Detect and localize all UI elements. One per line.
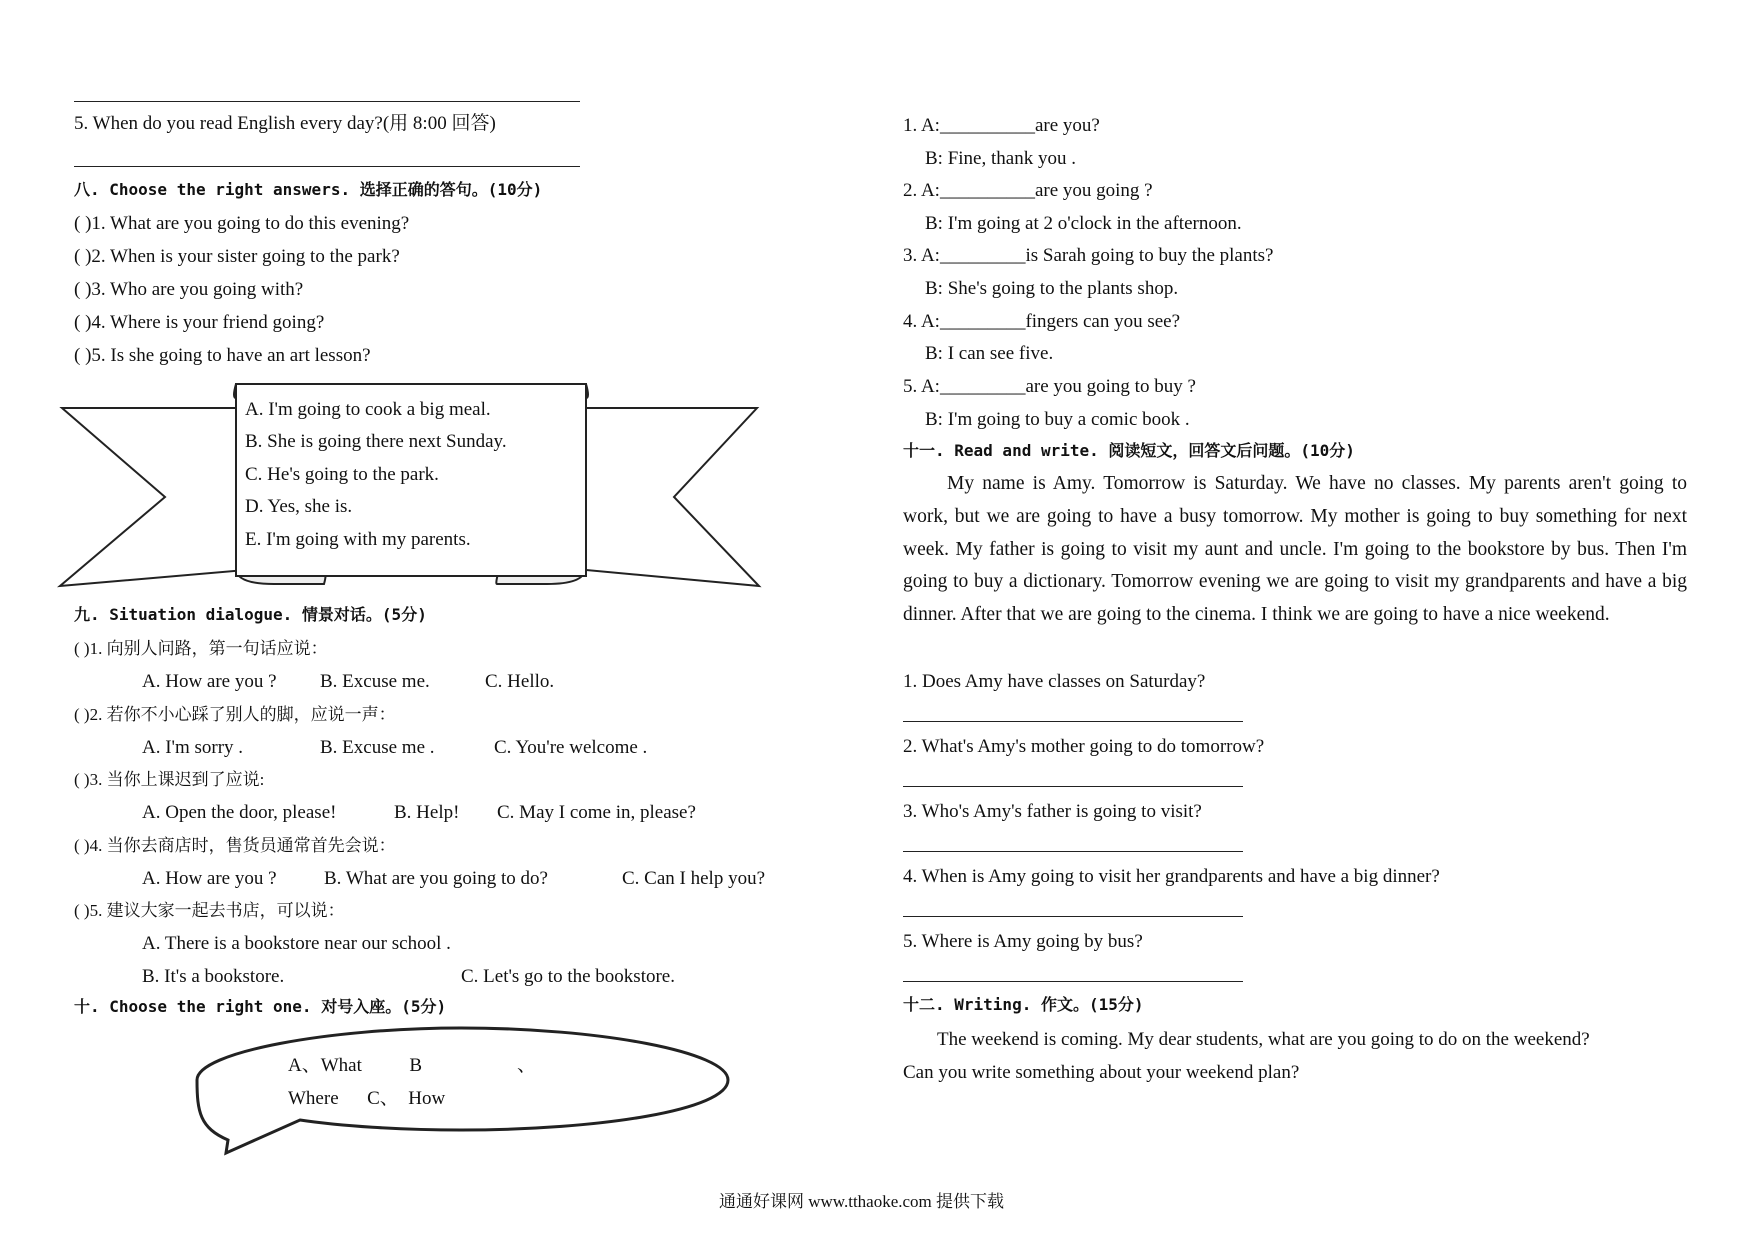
footer-text: 通通好课网 www.tthaoke.com 提供下载 [719, 1192, 1005, 1211]
option: C. May I come in, please? [497, 802, 696, 823]
option: B. What are you going to do? [324, 868, 548, 889]
dialog-line: B: I'm going at 2 o'clock in the afternoon. [925, 213, 1242, 234]
section-8-item: ( )1. What are you going to do this evening? [74, 213, 410, 234]
option: B. Help! [394, 802, 460, 823]
dialog-line: 1. A:__________are you? [903, 115, 1100, 136]
option: C. Let's go to the bookstore. [461, 966, 675, 987]
section-9-question: ( )4. 当你去商店时，售货员通常首先会说： [74, 836, 396, 855]
dialog-line: B: I can see five. [925, 343, 1054, 364]
answer-option: E. I'm going with my parents. [245, 529, 471, 550]
answer-option: C. He's going to the park. [245, 464, 439, 485]
dialog-line: 4. A:_________fingers can you see? [903, 311, 1181, 332]
section-8-item: ( )4. Where is your friend going? [74, 312, 325, 333]
dialog-line: 5. A:_________are you going to buy ? [903, 376, 1196, 397]
option: B. Excuse me . [320, 737, 435, 758]
answer-line [903, 786, 1243, 787]
dialog-line: B: Fine, thank you . [925, 148, 1076, 169]
reading-question: 2. What's Amy's mother going to do tomorrow? [903, 736, 1265, 757]
option: B. Excuse me. [320, 671, 430, 692]
dialog-line: B: I'm going to buy a comic book . [925, 409, 1190, 430]
reading-passage: My name is Amy. Tomorrow is Saturday. We have no classes. My parents aren't going to work, but we are going to have a busy tomorrow. My mother is going to buy something for next week. My father is going to visit my aunt and uncle. I'm going to the bookstore by bus. Then I'm going to buy a dictionary. Tomorrow evening we are going to visit my grandparents and have a big dinner. After that we are going to the cinema. I think we are going to have a nice weekend. [903, 473, 1687, 626]
answer-option: D. Yes, she is. [245, 496, 353, 517]
section-9-question: ( )5. 建议大家一起去书店，可以说： [74, 901, 345, 920]
section-9-title: 九. Situation dialogue. 情景对话。(5分) [74, 605, 427, 624]
reading-question: 4. When is Amy going to visit her grandparents and have a big dinner? [903, 866, 1440, 887]
section-8-item: ( )3. Who are you going with? [74, 279, 304, 300]
option: A. There is a bookstore near our school . [142, 933, 451, 954]
answer-line [903, 721, 1243, 722]
section-9-question: ( )3. 当你上课迟到了应说: [74, 770, 265, 789]
answer-line [903, 851, 1243, 852]
dialog-line: B: She's going to the plants shop. [925, 278, 1179, 299]
reading-question: 1. Does Amy have classes on Saturday? [903, 671, 1206, 692]
bubble-text-line-1: A、What B 、 [288, 1055, 537, 1076]
option: C. Hello. [485, 671, 555, 692]
option: A. How are you ? [142, 671, 277, 692]
question-5: 5. When do you read English every day?(用 8:00 回答) [74, 113, 496, 134]
answer-option: B. She is going there next Sunday. [245, 431, 507, 452]
bubble-text-line-2: Where C、 How [288, 1088, 446, 1109]
section-10-title: 十. Choose the right one. 对号入座。(5分) [74, 997, 447, 1016]
option: C. You're welcome . [494, 737, 648, 758]
option: A. How are you ? [142, 868, 277, 889]
section-9-question: ( )1. 向别人问路，第一句话应说： [74, 639, 328, 658]
writing-prompt-line-1: The weekend is coming. My dear students, what are you going to do on the weekend? [937, 1029, 1590, 1050]
section-11-title: 十一. Read and write. 阅读短文，回答文后问题。(10分) [903, 441, 1355, 460]
section-8-item: ( )2. When is your sister going to the park? [74, 246, 400, 267]
reading-question: 3. Who's Amy's father is going to visit? [903, 801, 1202, 822]
answer-line [903, 916, 1243, 917]
section-8-title: 八. Choose the right answers. 选择正确的答句。(10分) [74, 180, 543, 199]
option: A. Open the door, please! [142, 802, 337, 823]
reading-question: 5. Where is Amy going by bus? [903, 931, 1143, 952]
dialog-line: 3. A:_________is Sarah going to buy the plants? [903, 245, 1274, 266]
section-8-item: ( )5. Is she going to have an art lesson? [74, 345, 371, 366]
answer-option: A. I'm going to cook a big meal. [245, 399, 491, 420]
answer-line [903, 981, 1243, 982]
dialog-line: 2. A:__________are you going ? [903, 180, 1153, 201]
option: C. Can I help you? [622, 868, 766, 889]
option: A. I'm sorry . [142, 737, 244, 758]
writing-prompt-line-2: Can you write something about your weekend plan? [903, 1062, 1300, 1083]
option: B. It's a bookstore. [142, 966, 285, 987]
section-12-title: 十二. Writing. 作文。(15分) [903, 995, 1144, 1014]
section-9-question: ( )2. 若你不小心踩了别人的脚，应说一声： [74, 705, 396, 724]
